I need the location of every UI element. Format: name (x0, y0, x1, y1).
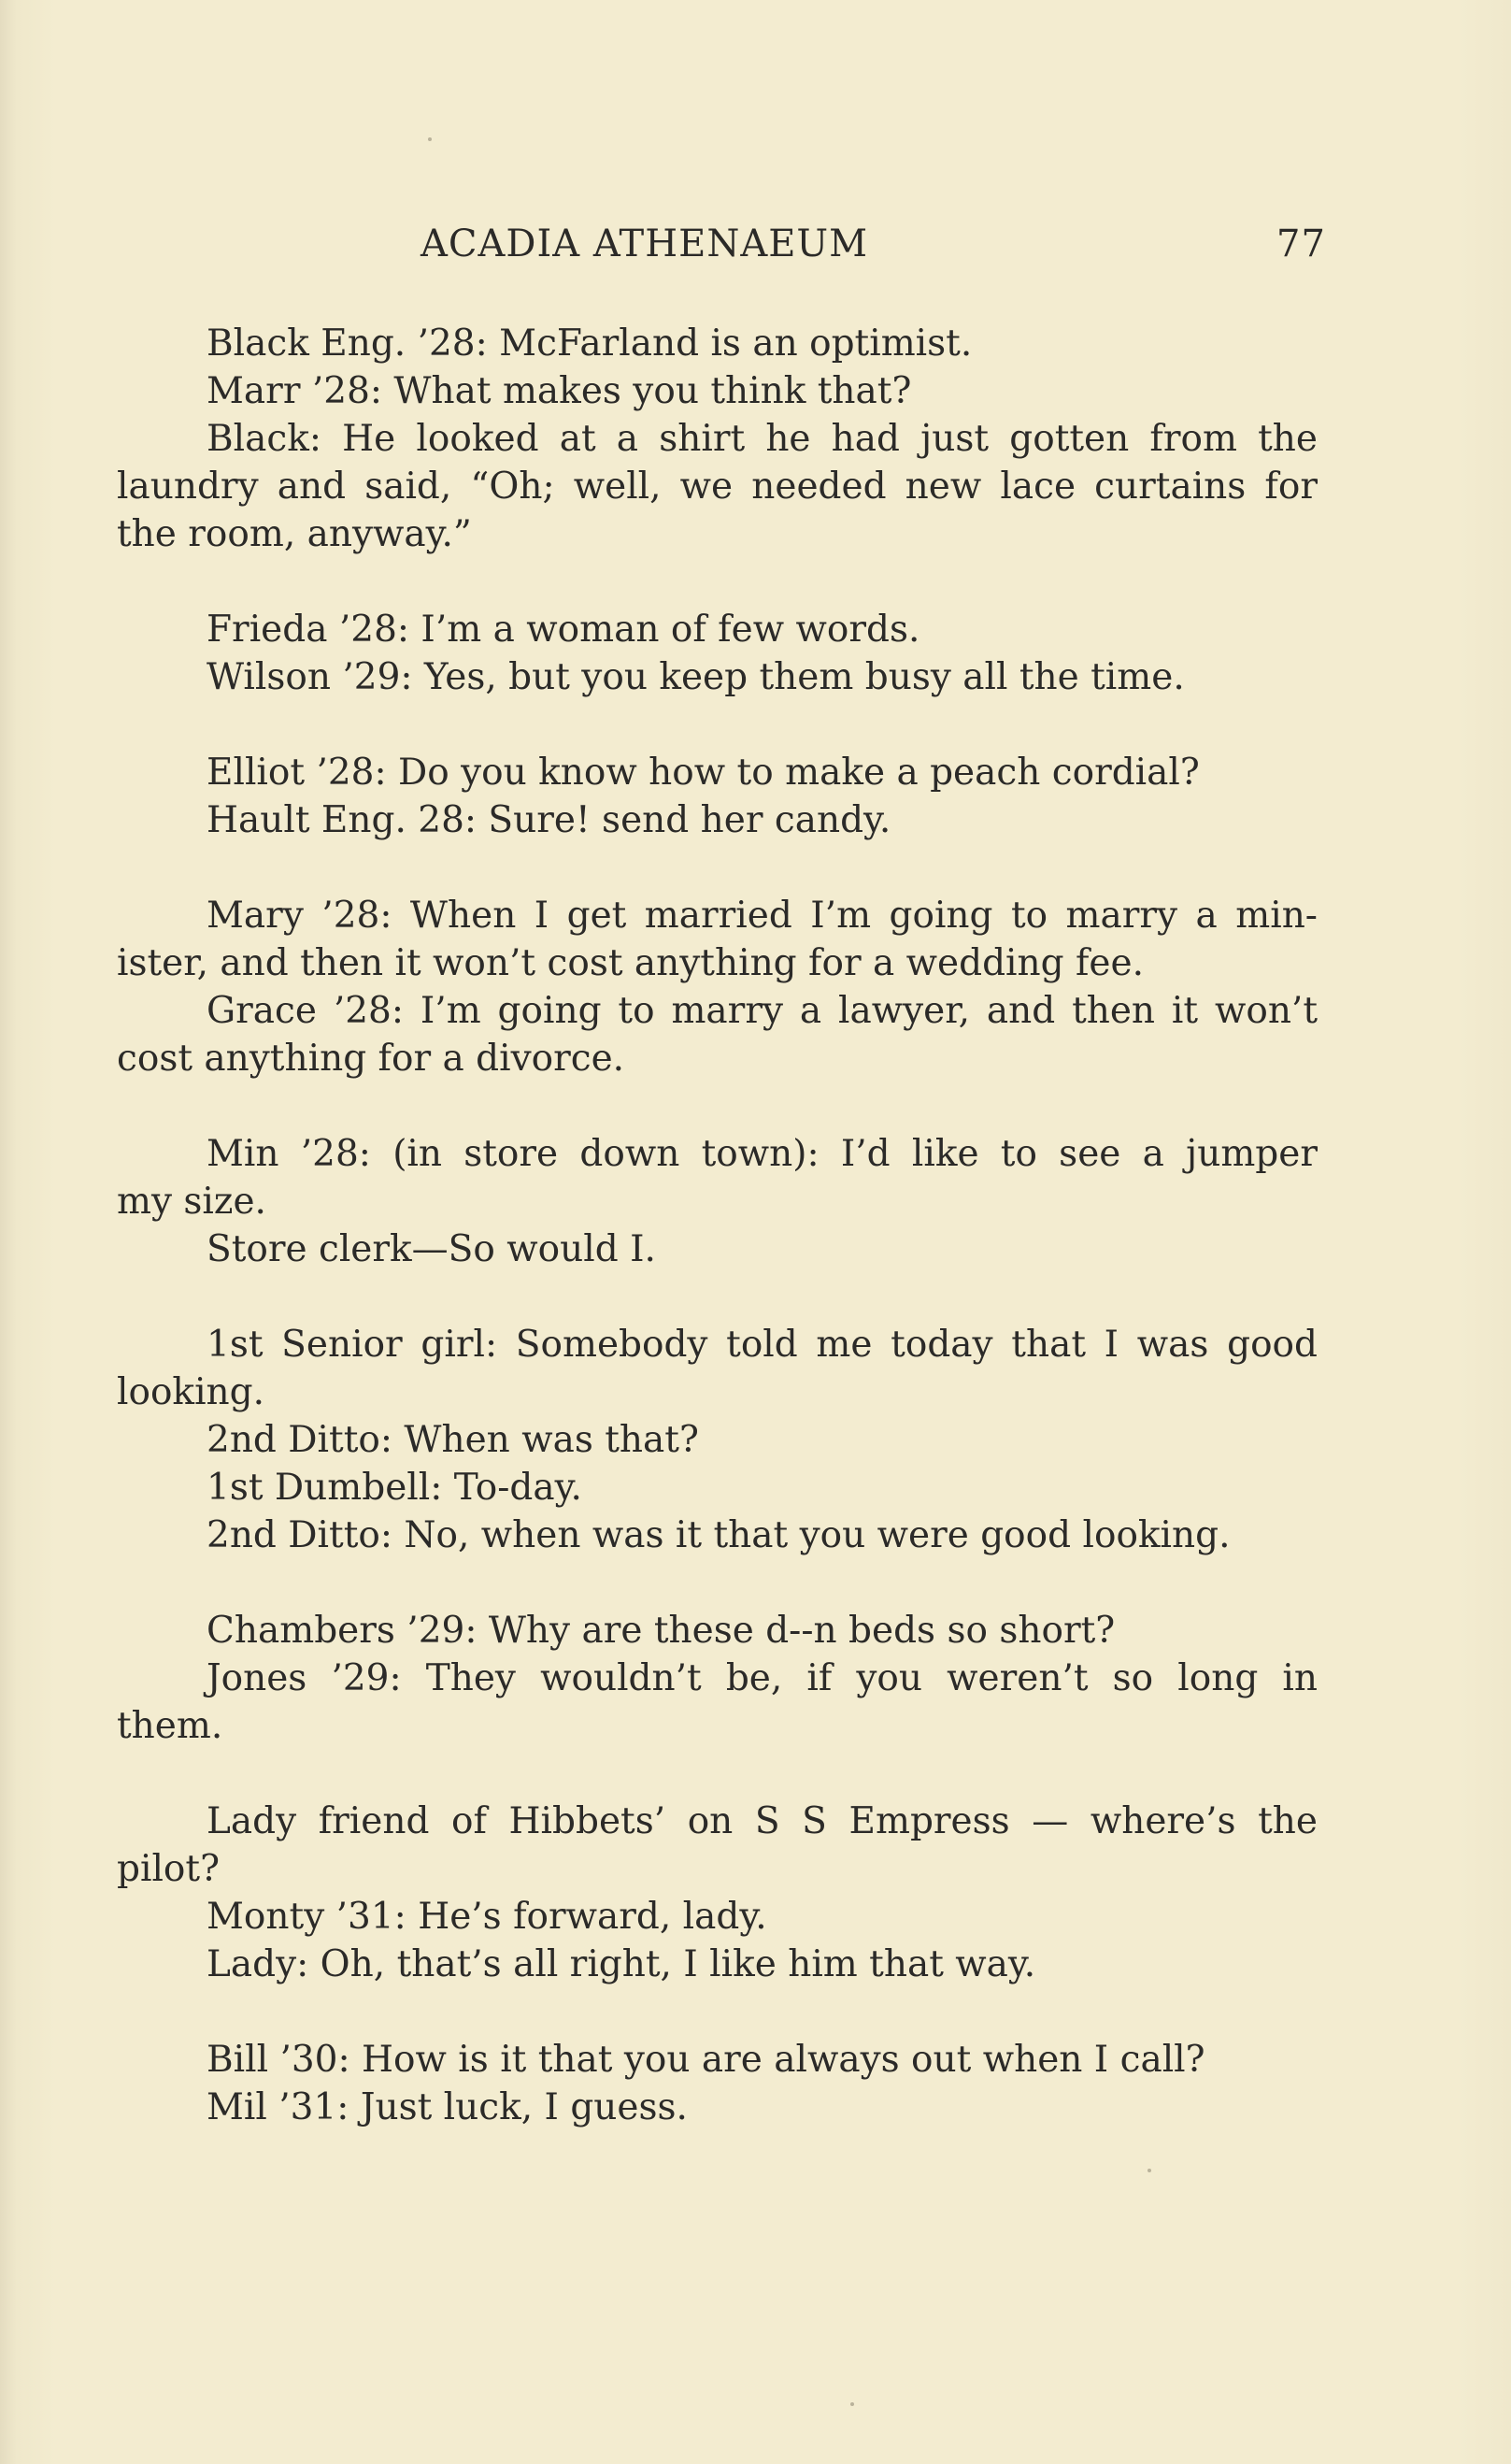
dialogue-block (117, 2036, 1318, 2131)
text-line: Grace ’28: I’m going to marry a lawyer, and then it won’t (207, 990, 1318, 1032)
text-line: Frieda ’28: I’m a woman of few words. (207, 609, 920, 651)
text-line: Black Eng. ’28: McFarland is an optimist. (207, 322, 973, 365)
dialogue-block (117, 1130, 1318, 1273)
dialogue-block (117, 892, 1318, 1082)
text-line: Mil ’31: Just luck, I guess. (207, 2086, 688, 2128)
text-line: Monty ’31: He’s forward, lady. (207, 1896, 767, 1938)
dialogue-block (117, 1607, 1318, 1750)
text-line: Min ’28: (in store down town): I’d like to see a jumper (207, 1133, 1318, 1175)
text-line: Wilson ’29: Yes, but you keep them busy all the time. (207, 656, 1185, 698)
page-number: 77 (1276, 222, 1326, 265)
paper-speck (850, 2402, 854, 2406)
text-line: pilot? (117, 1848, 220, 1890)
text-line: Bill ’30: How is it that you are always out when I call? (207, 2039, 1205, 2081)
text-line: Marr ’28: What makes you think that? (207, 370, 912, 412)
text-line: Store clerk—So would I. (207, 1228, 656, 1270)
paper-speck (1148, 2169, 1151, 2172)
text-line: my size. (117, 1181, 266, 1223)
text-line: 2nd Ditto: When was that? (207, 1419, 699, 1461)
dialogue-block (117, 320, 1318, 558)
text-line: Elliot ’28: Do you know how to make a peach cordial? (207, 752, 1200, 794)
text-line: ister, and then it won’t cost anything for a wedding fee. (117, 942, 1144, 984)
running-title: ACADIA ATHENAEUM (421, 222, 869, 265)
text-line: 1st Senior girl: Somebody told me today that I was good (207, 1324, 1318, 1366)
text-line: Lady: Oh, that’s all right, I like him that way. (207, 1943, 1036, 1985)
paper-speck (428, 137, 432, 141)
text-line: Lady friend of Hibbets’ on S S Empress — where’s the (207, 1800, 1318, 1842)
text-line: cost anything for a divorce. (117, 1038, 625, 1080)
text-line: 1st Dumbell: To-day. (207, 1467, 582, 1509)
page-header (0, 222, 1511, 279)
text-line: Black: He looked at a shirt he had just gotten from the (207, 418, 1318, 460)
text-line: Chambers ’29: Why are these d--n beds so short? (207, 1610, 1116, 1652)
text-line: Mary ’28: When I get married I’m going to marry a min- (207, 895, 1318, 937)
text-line: Hault Eng. 28: Sure! send her candy. (207, 799, 891, 841)
dialogue-block (117, 1321, 1318, 1559)
text-line: 2nd Ditto: No, when was it that you were good looking. (207, 1514, 1231, 1556)
dialogue-block (117, 606, 1318, 701)
text-line: the room, anyway.” (117, 513, 472, 555)
dialogue-block (117, 749, 1318, 844)
text-line: laundry and said, “Oh; well, we needed new lace curtains for (117, 466, 1318, 508)
dialogue-block (117, 1798, 1318, 1988)
page-body (117, 320, 1318, 2179)
text-line: them. (117, 1705, 223, 1747)
text-line: Jones ’29: They wouldn’t be, if you weren’t so long in (207, 1657, 1318, 1699)
text-line: looking. (117, 1371, 265, 1413)
